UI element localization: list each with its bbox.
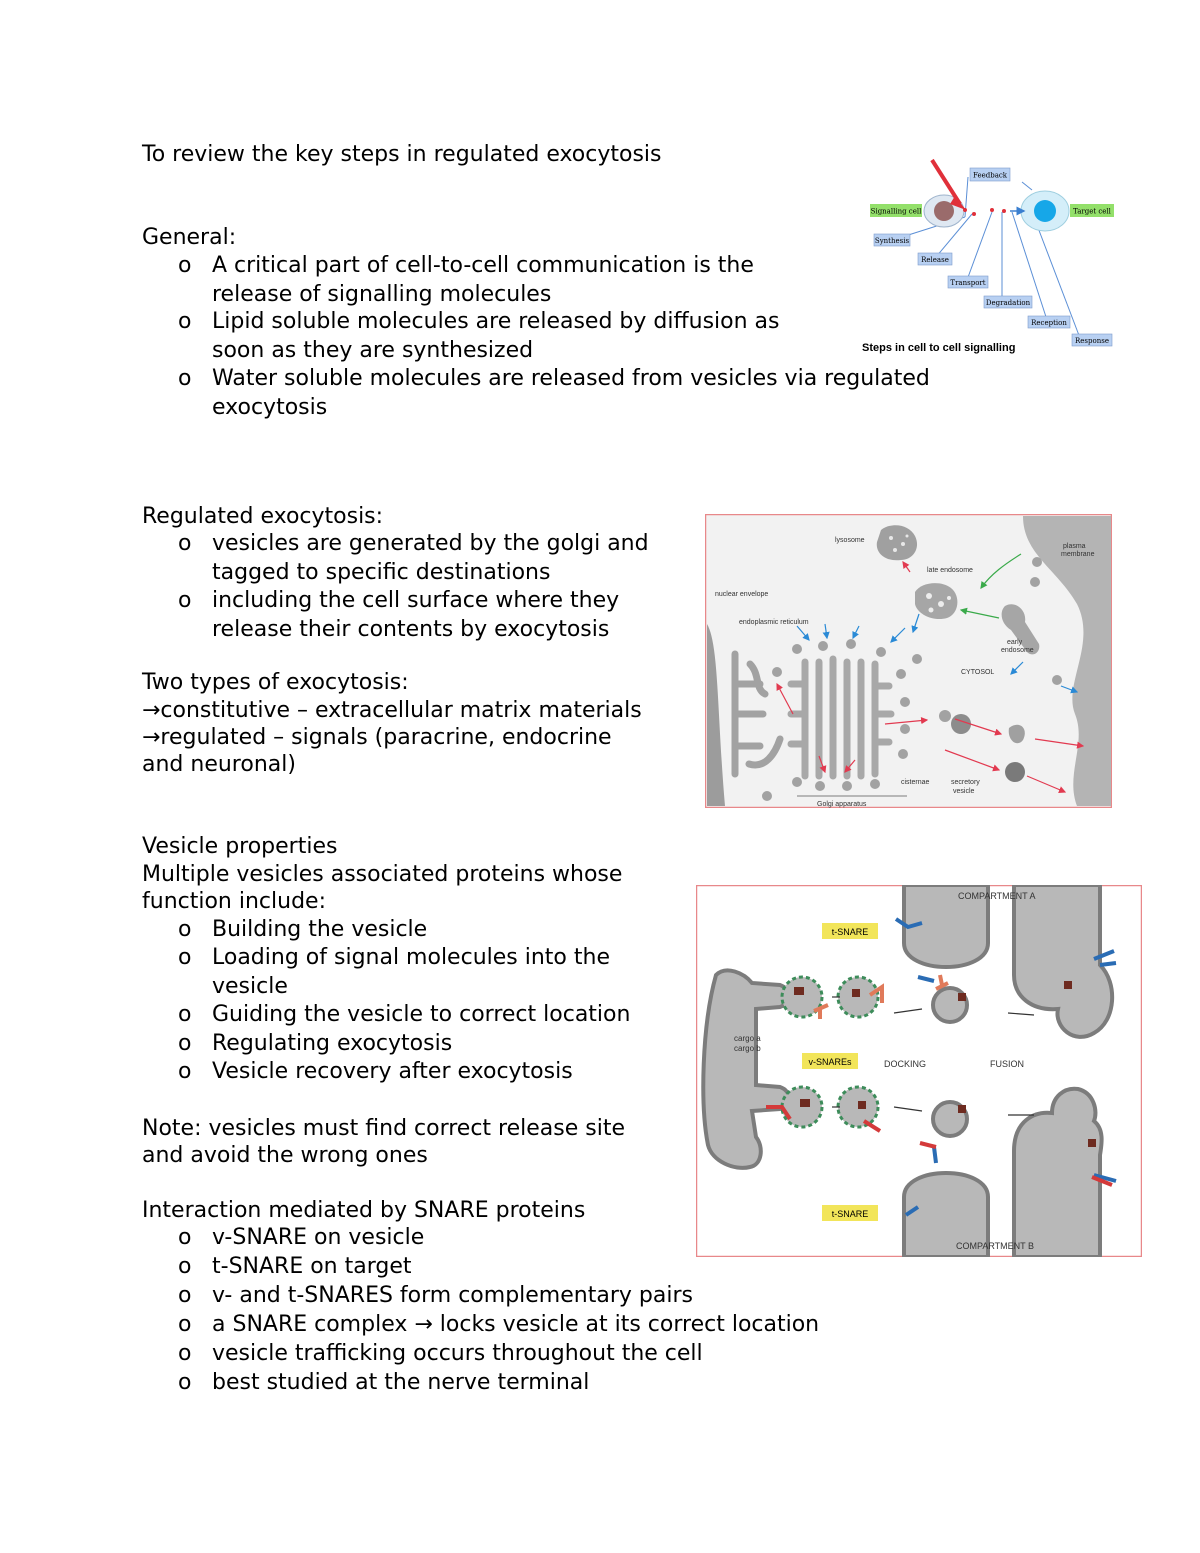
snare-heading: Interaction mediated by SNARE proteins (142, 1198, 586, 1223)
list-item: o Regulating exocytosis (178, 1031, 453, 1056)
snare-docking-figure (696, 885, 1142, 1257)
svg-text:nuclear envelope: nuclear envelope (715, 591, 769, 598)
svg-text:cargo b: cargo b (734, 1044, 761, 1053)
list-item: o v-SNARE on vesicle (178, 1225, 425, 1250)
svg-text:endoplasmic reticulum: endoplasmic reticulum (739, 619, 809, 626)
regulated-heading: Regulated exocytosis: (142, 504, 384, 529)
svg-text:Release: Release (921, 256, 949, 264)
vesicle-traffic-figure (705, 514, 1112, 808)
list-item: o Vesicle recovery after exocytosis (178, 1059, 573, 1084)
fusion-label: FUSION (990, 1059, 1025, 1069)
list-item: o vesicles are generated by the golgi and tagged to specific destinations (178, 531, 649, 585)
vesicle-intro: Multiple vesicles associated proteins whose (142, 862, 623, 887)
vesicle-intro: function include: (142, 889, 326, 914)
svg-text:cargo a: cargo a (734, 1034, 761, 1043)
compartment-b-label: COMPARTMENT B (956, 1241, 1035, 1251)
vesicle-heading: Vesicle properties (142, 834, 338, 859)
list-item: o Water soluble molecules are released from vesicles via regulated exocytosis (178, 366, 930, 420)
svg-text:late endosome: late endosome (927, 567, 973, 574)
list-item: o vesicle trafficking occurs throughout the cell (178, 1341, 703, 1366)
list-item: o A critical part of cell-to-cell communication is the release of signalling molecules (178, 253, 754, 307)
list-item: o best studied at the nerve terminal (178, 1370, 590, 1395)
svg-text:CYTOSOL: CYTOSOL (961, 669, 995, 676)
secretory-vesicle-shape (951, 714, 971, 734)
svg-text:Target cell: Target cell (1073, 207, 1111, 216)
list-item: o Building the vesicle (178, 917, 428, 942)
svg-text:vesicle: vesicle (953, 788, 975, 795)
svg-text:secretory: secretory (951, 779, 980, 786)
list-item: o a SNARE complex → locks vesicle at its correct location (178, 1312, 820, 1337)
figure-caption: Steps in cell to cell signalling (862, 342, 1016, 354)
page-title: To review the key steps in regulated exocytosis (142, 142, 662, 167)
compartment-a-label: COMPARTMENT A (958, 891, 1036, 901)
svg-text:Reception: Reception (1031, 319, 1067, 327)
svg-text:t-SNARE: t-SNARE (831, 1209, 869, 1219)
svg-text:cisternae: cisternae (901, 779, 930, 786)
svg-text:endosome: endosome (1001, 647, 1034, 654)
svg-text:Degradation: Degradation (985, 299, 1031, 307)
svg-text:Feedback: Feedback (972, 171, 1008, 180)
svg-text:Synthesis: Synthesis (874, 237, 910, 245)
docking-label: DOCKING (884, 1059, 927, 1069)
svg-text:membrane: membrane (1061, 551, 1095, 558)
type-line: →regulated – signals (paracrine, endocrine (142, 725, 612, 750)
cell-signalling-figure (862, 152, 1122, 362)
svg-text:Signalling cell: Signalling cell (870, 207, 922, 216)
svg-text:v-SNAREs: v-SNAREs (808, 1057, 852, 1067)
list-item: o v- and t-SNARES form complementary pairs (178, 1283, 693, 1308)
list-item: o including the cell surface where they release their contents by exocytosis (178, 588, 620, 642)
svg-text:t-SNARE: t-SNARE (831, 927, 869, 937)
type-line: →constitutive – extracellular matrix materials (142, 698, 642, 723)
svg-text:lysosome: lysosome (835, 537, 865, 544)
list-item: o t-SNARE on target (178, 1254, 412, 1279)
svg-text:plasma: plasma (1063, 543, 1086, 550)
svg-text:Transport: Transport (950, 279, 986, 287)
list-item: o Lipid soluble molecules are released by diffusion as soon as they are synthesized (178, 309, 780, 363)
list-item: o Loading of signal molecules into the vesicle (178, 945, 610, 999)
svg-text:Golgi apparatus: Golgi apparatus (817, 801, 867, 808)
two-types-heading: Two types of exocytosis: (142, 670, 409, 695)
list-item: o Guiding the vesicle to correct location (178, 1002, 631, 1027)
general-heading: General: (142, 225, 237, 250)
type-line: and neuronal) (142, 752, 296, 777)
note-line: and avoid the wrong ones (142, 1143, 428, 1168)
svg-text:Response: Response (1075, 337, 1109, 345)
svg-text:early: early (1007, 639, 1023, 646)
note-line: Note: vesicles must find correct release site (142, 1116, 626, 1141)
